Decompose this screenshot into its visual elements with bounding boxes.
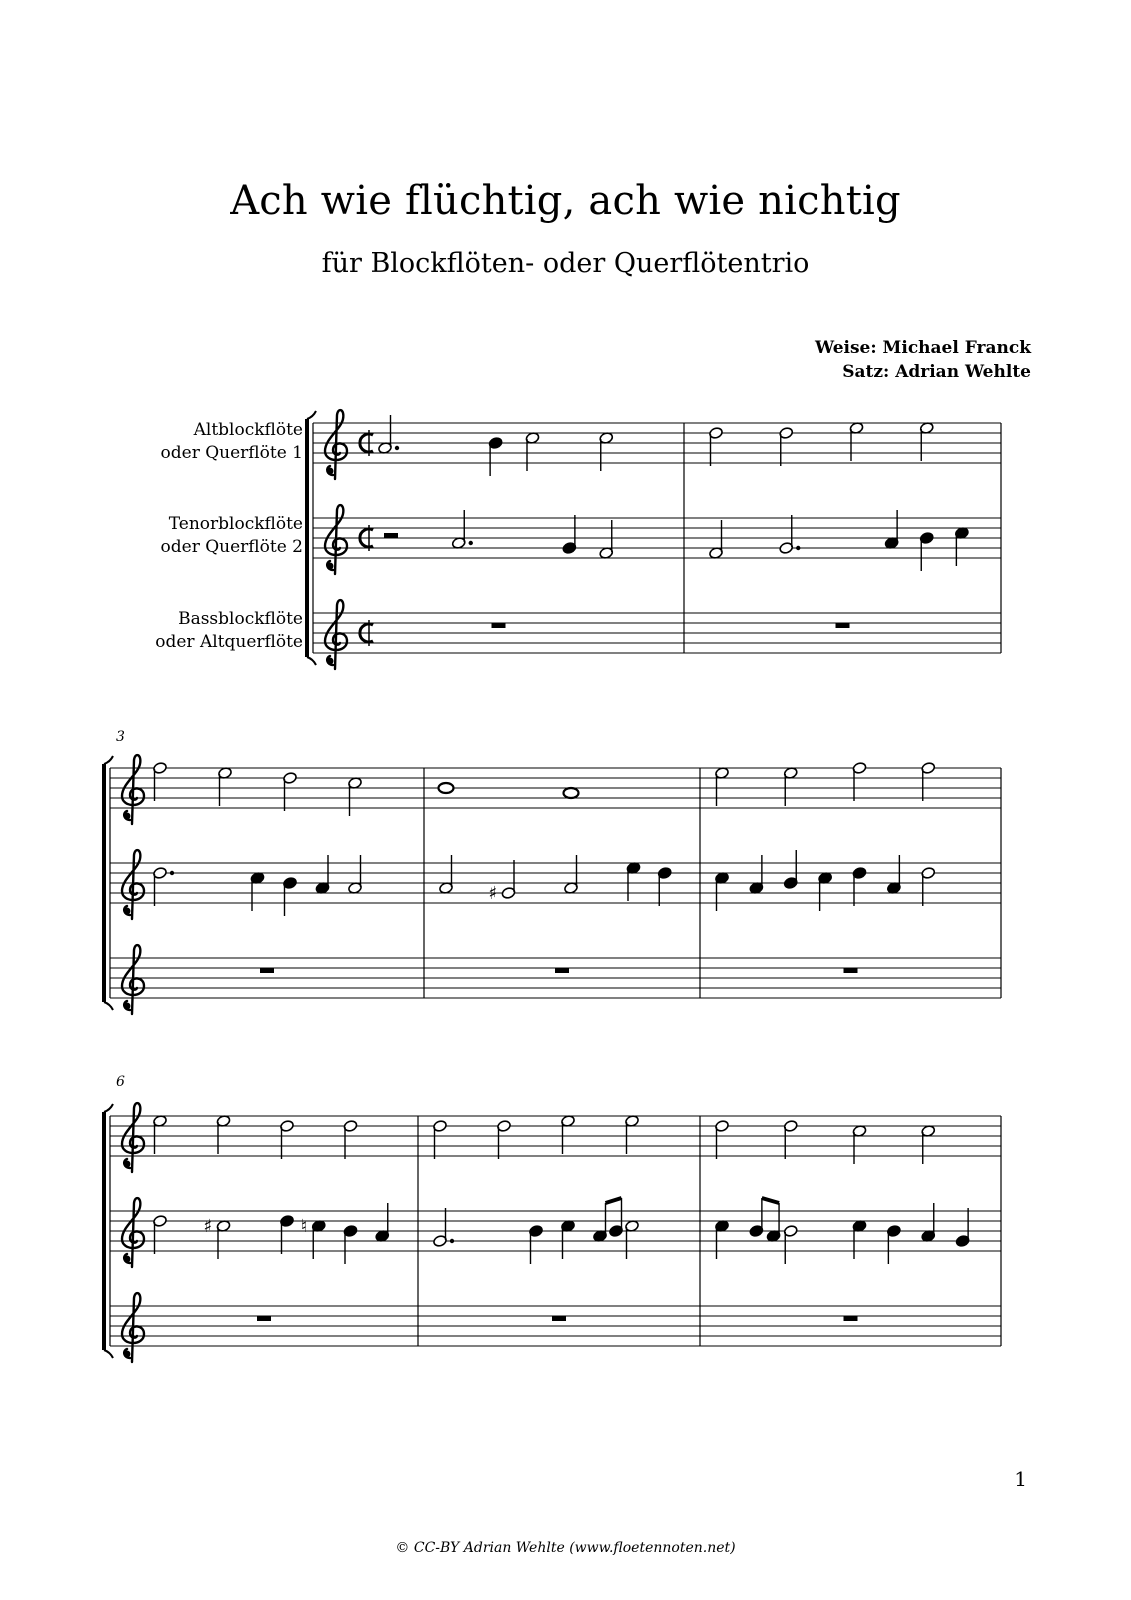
- treble-clef-icon: [327, 468, 334, 475]
- note-head: [439, 783, 454, 793]
- page-number: 1: [1014, 1467, 1027, 1491]
- piece-title: Ach wie flüchtig, ach wie nichtig: [230, 178, 901, 224]
- treble-clef-icon: [124, 908, 131, 915]
- instrument-label-line: Altblockflöte: [193, 420, 303, 440]
- system-bracket: [307, 657, 316, 665]
- instrument-label-line: oder Querflöte 1: [160, 443, 303, 463]
- treble-clef-icon: [327, 658, 334, 665]
- piece-subtitle: für Blockflöten- oder Querflötentrio: [321, 248, 810, 279]
- whole-rest: [836, 623, 850, 628]
- treble-clef-icon: [124, 1003, 131, 1010]
- augmentation-dot: [469, 541, 473, 545]
- system-bracket: [104, 1104, 113, 1112]
- augmentation-dot: [796, 546, 800, 550]
- eighth-beam: [762, 1198, 779, 1203]
- natural-accidental: ♮: [300, 1216, 308, 1237]
- whole-rest: [257, 1316, 271, 1321]
- whole-rest: [844, 1316, 858, 1321]
- instrument-label-line: Bassblockflöte: [178, 609, 303, 629]
- augmentation-dot: [395, 446, 399, 450]
- system-bracket: [104, 1350, 113, 1358]
- system-bracket: [104, 1002, 113, 1010]
- composer-credit: Weise: Michael Franck: [815, 338, 1031, 358]
- sharp-accidental: ♯: [203, 1216, 213, 1237]
- whole-rest: [555, 968, 569, 973]
- treble-clef-icon: [327, 563, 334, 570]
- treble-clef-icon: [124, 1256, 131, 1263]
- system-bracket: [104, 756, 113, 764]
- instrument-label-line: oder Querflöte 2: [160, 537, 303, 557]
- whole-rest: [492, 623, 506, 628]
- system-bracket: [307, 411, 316, 419]
- measure-number: 3: [116, 729, 125, 745]
- augmentation-dot: [450, 1239, 454, 1243]
- copyright-notice: © CC-BY Adrian Wehlte (www.floetennoten.net): [395, 1540, 736, 1556]
- arranger-credit: Satz: Adrian Wehlte: [842, 362, 1031, 382]
- treble-clef-icon: [124, 813, 131, 820]
- whole-rest: [552, 1316, 566, 1321]
- measure-number: 6: [116, 1074, 125, 1090]
- whole-rest: [260, 968, 274, 973]
- instrument-label-line: Tenorblockflöte: [168, 514, 303, 534]
- whole-rest: [844, 968, 858, 973]
- eighth-beam: [606, 1198, 622, 1203]
- treble-clef-icon: [124, 1161, 131, 1168]
- instrument-label-line: oder Altquerflöte: [155, 632, 303, 652]
- note-head: [564, 788, 579, 798]
- sharp-accidental: ♯: [488, 883, 498, 904]
- treble-clef-icon: [124, 1351, 131, 1358]
- half-rest: [384, 533, 398, 538]
- augmentation-dot: [170, 871, 174, 875]
